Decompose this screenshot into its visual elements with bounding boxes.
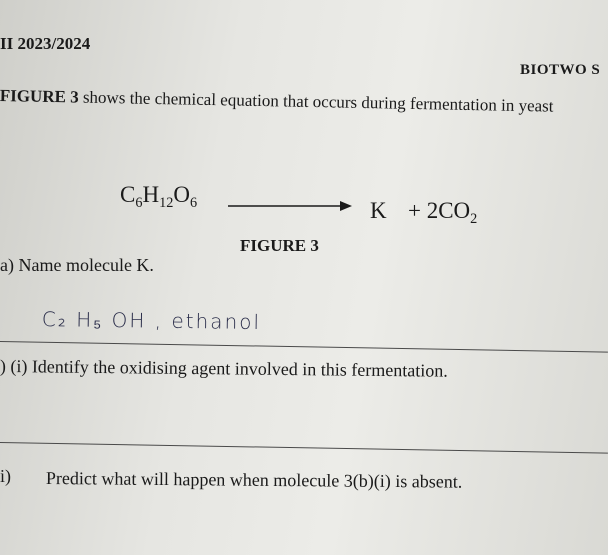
product-co2 (408, 198, 477, 228)
reactant-glucose (120, 182, 197, 212)
intro-figure-ref: FIGURE 3 (0, 86, 79, 107)
reactant-c-sub: 6 (135, 194, 143, 211)
course-code-header: BIOTWO S (520, 62, 601, 78)
question-b-i-text: Identify the oxidising agent involved in this fermentation. (31, 356, 448, 381)
reactant-h: H (142, 182, 160, 207)
answer-line-a (0, 341, 608, 353)
question-a (0, 255, 154, 276)
reactant-c: C (120, 182, 136, 207)
product-k: K (370, 198, 387, 223)
question-b-ii-label: i) (0, 466, 11, 486)
question-b-i (0, 356, 448, 382)
question-b-i-label: ) (i) (0, 356, 28, 377)
handwritten-answer-a: C₂ H₅ OH , ethanol (41, 307, 262, 335)
question-a-label: a) (0, 255, 14, 275)
exam-year-header: II 2023/2024 (0, 34, 91, 53)
product-co2-text: + 2CO (408, 198, 471, 223)
figure-caption: FIGURE 3 (240, 236, 319, 255)
product-co2-sub: 2 (470, 210, 478, 227)
answer-line-b-i (0, 442, 608, 454)
reactant-o-sub: 6 (189, 194, 198, 211)
question-b-ii-text: Predict what will happen when molecule 3(b)(i) is absent. (45, 468, 463, 492)
intro-text (0, 86, 554, 117)
reaction-arrow-icon (228, 199, 352, 213)
question-a-text: Name molecule K. (18, 255, 154, 275)
intro-body: shows the chemical equation that occurs during fermentation in yeast (78, 87, 554, 116)
reactant-o: O (173, 182, 190, 207)
reactant-h-sub: 12 (159, 194, 174, 211)
